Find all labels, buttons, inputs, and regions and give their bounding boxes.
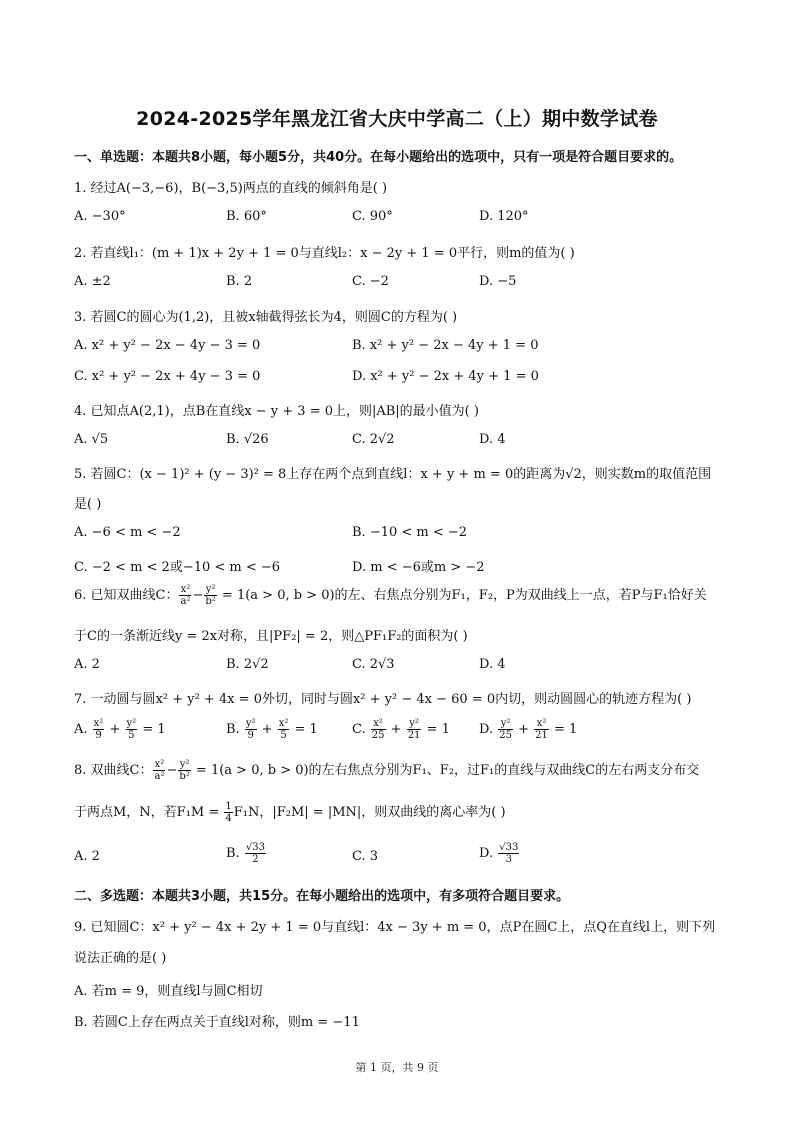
- question-7-stem: 7. 一动圆与圆x² + y² + 4x = 0外切，同时与圆x² + y² − 4x − 60 = 0内切，则动圆圆心的轨迹方程为( ): [74, 692, 692, 707]
- q8-d-den: 3: [505, 854, 512, 865]
- q6-fraction-y2-b2: [204, 584, 216, 607]
- q8-option-c: C. 3: [352, 849, 379, 864]
- q7-d-d1: 25: [499, 730, 512, 741]
- q4-option-c: C. 2√2: [352, 432, 395, 447]
- question-5-stem-line-2: 是( ): [74, 497, 102, 512]
- q6-option-c: C. 2√3: [352, 657, 395, 672]
- q7-a-n1: x²: [93, 718, 104, 729]
- q2-option-b: B. 2: [226, 274, 253, 289]
- q7-d-op: +: [518, 722, 530, 737]
- q5-option-d: D. m < −6或m > −2: [352, 560, 485, 575]
- q9-option-a: A. 若m = 9，则直线l与圆C相切: [74, 984, 263, 999]
- q3-option-a: A. x² + y² − 2x − 4y − 3 = 0: [74, 338, 261, 353]
- q8-b-label: B.: [226, 846, 240, 861]
- q1-option-d: D. 120°: [479, 209, 529, 224]
- q7-b-frac-2: [278, 718, 290, 741]
- q8-b-den: 2: [252, 854, 259, 865]
- q7-a-d2: 5: [128, 730, 135, 741]
- q6-fraction-x2-a2: [179, 584, 191, 607]
- q3-option-d: D. x² + y² − 2x + 4y + 1 = 0: [352, 369, 539, 384]
- q5-option-c: C. −2 < m < 2或−10 < m < −6: [74, 560, 281, 575]
- q6-frac-a-denominator: a²: [180, 596, 191, 607]
- q7-b-d1: 9: [247, 730, 254, 741]
- question-8-stem: [74, 759, 724, 782]
- q7-d-n2: x²: [534, 718, 549, 730]
- q7-c-n2: y²: [407, 718, 422, 730]
- q8-d-frac: [498, 842, 519, 865]
- q7-b-rhs: = 1: [294, 722, 318, 737]
- q7-c-label: C.: [352, 722, 366, 737]
- q7-d-frac-2: [534, 718, 549, 741]
- q7-a-frac-2: [126, 718, 138, 741]
- q8-frac-b-denominator: b²: [179, 771, 190, 782]
- q7-c-d1: 25: [371, 730, 385, 741]
- q5-option-a: A. −6 < m < −2: [74, 525, 181, 540]
- q8-line2-prefix: 于两点M，N，若F₁M =: [74, 805, 224, 820]
- question-5-stem: 5. 若圆C：(x − 1)² + (y − 3)² = 8上存在两个点到直线l：x + y + m = 0的距离为√2，则实数m的取值范围: [74, 467, 712, 482]
- q8-stem-prefix: 8. 双曲线C：: [74, 763, 153, 778]
- q8-frac-a-numerator: x²: [154, 759, 165, 770]
- q7-d-label: D.: [479, 722, 494, 737]
- q3-option-c: C. x² + y² − 2x + 4y − 3 = 0: [74, 369, 261, 384]
- q6-frac-b-denominator: b²: [205, 596, 216, 607]
- q3-option-b: B. x² + y² − 2x − 4y + 1 = 0: [352, 338, 539, 353]
- q7-d-rhs: = 1: [554, 722, 578, 737]
- question-9-stem: 9. 已知圆C：x² + y² − 4x + 2y + 1 = 0与直线l：4x − 3y + m = 0，点P在圆C上，点Q在直线l上，则下列: [74, 920, 716, 935]
- q2-option-a: A. ±2: [74, 274, 111, 289]
- q7-option-d: [479, 718, 577, 741]
- q6-frac-b-numerator: y²: [205, 584, 216, 595]
- q8-fraction-x2-a2: [153, 759, 165, 782]
- q6-option-a: A. 2: [74, 657, 100, 672]
- q7-b-frac-1: [245, 718, 257, 741]
- page-title: 2024-2025学年黑龙江省大庆中学高二（上）期中数学试卷: [136, 108, 658, 130]
- q8-fraction-one-quarter: [224, 801, 232, 824]
- q7-c-n1: x²: [371, 718, 386, 730]
- q8-frac-b-numerator: y²: [179, 759, 190, 770]
- q9-option-b: B. 若圆C上存在两点关于直线l对称，则m = −11: [74, 1015, 360, 1030]
- q8-b-num: √33: [245, 842, 265, 853]
- q7-option-b: [226, 718, 318, 741]
- q7-c-frac-1: [371, 718, 386, 741]
- q1-option-b: B. 60°: [226, 209, 267, 224]
- q7-c-frac-2: [407, 718, 422, 741]
- q7-a-rhs: = 1: [142, 722, 166, 737]
- question-3-stem: 3. 若圆C的圆心为(1,2)，且被x轴截得弦长为4，则圆C的方程为( ): [74, 310, 458, 325]
- q7-d-n1: y²: [498, 718, 513, 730]
- q8-option-d: [479, 842, 520, 865]
- section-heading-single-choice: 一、单选题：本题共8小题，每小题5分，共40分。在每小题给出的选项中，只有一项是符合题目要求的。: [74, 150, 683, 165]
- q7-d-frac-1: [498, 718, 513, 741]
- question-8-stem-line-2: [74, 801, 724, 824]
- q8-d-label: D.: [479, 846, 494, 861]
- q7-b-d2: 5: [280, 730, 287, 741]
- q2-option-d: D. −5: [479, 274, 517, 289]
- q7-a-op: +: [109, 722, 121, 737]
- q7-a-label: A.: [74, 722, 88, 737]
- q6-option-d: D. 4: [479, 657, 506, 672]
- q1-option-c: C. 90°: [352, 209, 393, 224]
- q7-b-op: +: [261, 722, 273, 737]
- q8-line2-suffix: F₁N，|F₂M| = |MN|，则双曲线的离心率为( ): [233, 805, 506, 820]
- q8-quarter-denominator: 4: [225, 813, 232, 824]
- q8-quarter-numerator: 1: [225, 801, 232, 812]
- q7-b-n2: x²: [278, 718, 289, 729]
- q7-c-op: +: [390, 722, 402, 737]
- q7-a-d1: 9: [95, 730, 102, 741]
- q7-c-d2: 21: [407, 730, 421, 741]
- question-6-stem-line-2: 于C的一条渐近线y = 2x对称，且|PF₂| = 2，则△PF₁F₂的面积为( ): [74, 629, 468, 644]
- question-1-stem: 1. 经过A(−3,−6)，B(−3,5)两点的直线的倾斜角是( ): [74, 181, 388, 196]
- q7-c-rhs: = 1: [426, 722, 450, 737]
- q6-stem-prefix: 6. 已知双曲线C：: [74, 588, 179, 603]
- q5-option-b: B. −10 < m < −2: [352, 525, 468, 540]
- q8-b-frac: [245, 842, 266, 865]
- q4-option-b: B. √26: [226, 432, 269, 447]
- section-heading-multiple-choice: 二、多选题：本题共3小题，共15分。在每小题给出的选项中，有多项符合题目要求。: [74, 889, 570, 904]
- question-9-stem-line-2: 说法正确的是( ): [74, 951, 167, 966]
- q4-option-a: A. √5: [74, 432, 109, 447]
- page-footer: 第 1 页，共 9 页: [355, 1061, 439, 1074]
- q7-a-n2: y²: [126, 718, 137, 729]
- q8-minus: −: [166, 763, 178, 778]
- q7-b-n1: y²: [245, 718, 256, 729]
- q6-frac-a-numerator: x²: [180, 584, 191, 595]
- q1-option-a: A. −30°: [74, 209, 126, 224]
- q6-minus: −: [192, 588, 204, 603]
- q8-option-b: [226, 842, 267, 865]
- q7-a-frac-1: [93, 718, 105, 741]
- q4-option-d: D. 4: [479, 432, 506, 447]
- q8-fraction-y2-b2: [178, 759, 190, 782]
- q7-option-c: [352, 718, 450, 741]
- q8-d-num: √33: [499, 842, 519, 853]
- question-4-stem: 4. 已知点A(2,1)，点B在直线x − y + 3 = 0上，则|AB|的最小值为( ): [74, 404, 479, 419]
- q6-stem-suffix: = 1(a > 0, b > 0)的左、右焦点分别为F₁，F₂，P为双曲线上一点，若P与F₁恰好关: [217, 588, 707, 603]
- q2-option-c: C. −2: [352, 274, 389, 289]
- question-6-stem: [74, 584, 724, 607]
- q8-option-a: A. 2: [74, 849, 100, 864]
- question-2-stem: 2. 若直线l₁：(m + 1)x + 2y + 1 = 0与直线l₂：x − 2y + 1 = 0平行，则m的值为( ): [74, 246, 575, 261]
- q6-option-b: B. 2√2: [226, 657, 269, 672]
- q8-stem-suffix: = 1(a > 0, b > 0)的左右焦点分别为F₁、F₂，过F₁的直线与双曲线C的左右两支分布交: [191, 763, 700, 778]
- q7-d-d2: 21: [535, 730, 548, 741]
- q7-b-label: B.: [226, 722, 240, 737]
- q7-option-a: [74, 718, 166, 741]
- q8-frac-a-denominator: a²: [154, 771, 165, 782]
